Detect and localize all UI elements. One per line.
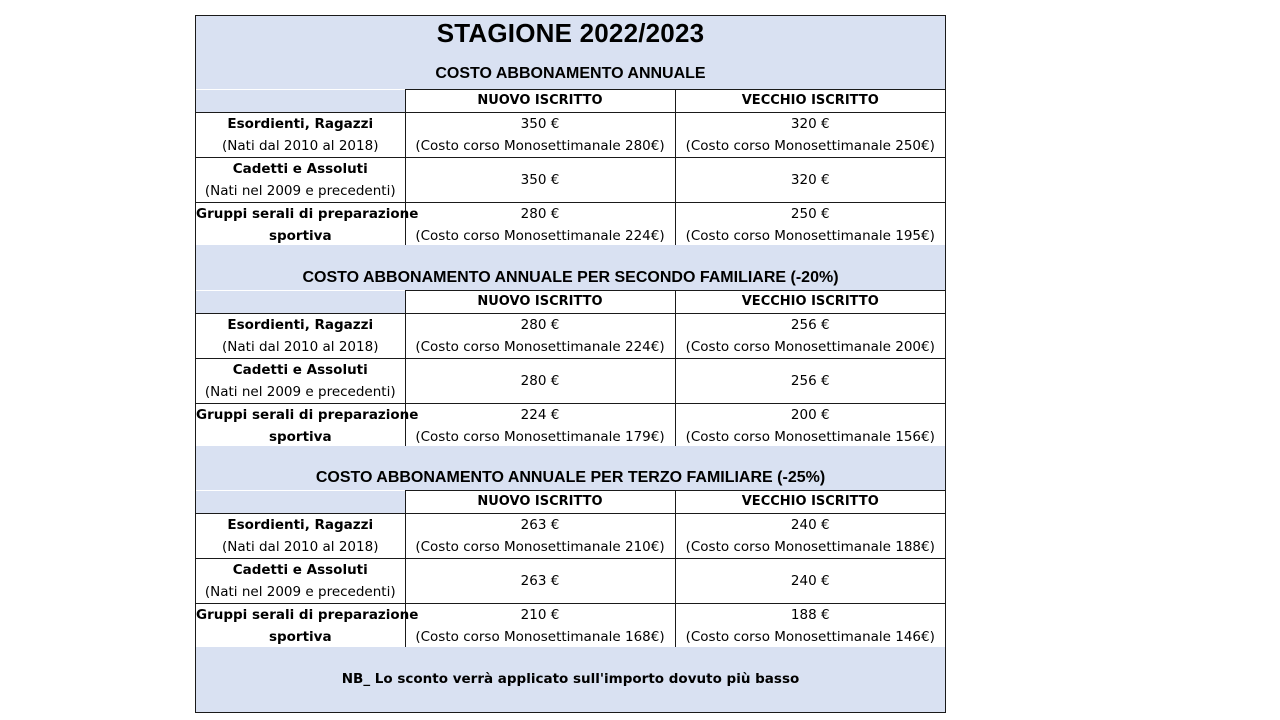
price-cell: 280 € (Costo corso Monosettimanale 224€): [405, 203, 675, 248]
row-label: Cadetti e Assoluti (Nati nel 2009 e precedenti): [196, 158, 405, 203]
column-header: NUOVO ISCRITTO: [405, 90, 675, 113]
table-row: [196, 113, 945, 158]
section-band: [196, 446, 945, 490]
row-label: Gruppi serali di preparazione sportiva: [196, 203, 405, 248]
column-header: NUOVO ISCRITTO: [405, 491, 675, 514]
price-cell: 210 € (Costo corso Monosettimanale 168€): [405, 604, 675, 649]
price-table: [196, 490, 945, 649]
price-cell: 224 € (Costo corso Monosettimanale 179€): [405, 404, 675, 449]
footnote: NB_ Lo sconto verrà applicato sull'importo dovuto più basso: [341, 671, 800, 687]
header-blank: [196, 291, 405, 314]
table-row: [196, 559, 945, 604]
price-cell: 263 € (Costo corso Monosettimanale 210€): [405, 514, 675, 559]
section-heading: COSTO ABBONAMENTO ANNUALE PER SECONDO FAMILIARE (-20%): [302, 269, 839, 286]
price-table: [196, 290, 945, 449]
row-label: Esordienti, Ragazzi (Nati dal 2010 al 2018): [196, 314, 405, 359]
row-label: Gruppi serali di preparazione sportiva: [196, 604, 405, 649]
header-blank: [196, 90, 405, 113]
table-row: [196, 604, 945, 649]
header-blank: [196, 491, 405, 514]
price-cell: 280 €: [405, 359, 675, 404]
price-cell: 188 € (Costo corso Monosettimanale 146€): [675, 604, 945, 649]
table-row: [196, 514, 945, 559]
row-label: Cadetti e Assoluti (Nati nel 2009 e precedenti): [196, 359, 405, 404]
price-cell: 256 € (Costo corso Monosettimanale 200€): [675, 314, 945, 359]
price-cell: 350 € (Costo corso Monosettimanale 280€): [405, 113, 675, 158]
section-heading: COSTO ABBONAMENTO ANNUALE PER TERZO FAMILIARE (-25%): [315, 469, 826, 486]
page-title: STAGIONE 2022/2023: [436, 18, 705, 48]
column-header: VECCHIO ISCRITTO: [675, 291, 945, 314]
table-header: [196, 491, 945, 514]
row-label: Cadetti e Assoluti (Nati nel 2009 e precedenti): [196, 559, 405, 604]
price-cell: 200 € (Costo corso Monosettimanale 156€): [675, 404, 945, 449]
price-cell: 250 € (Costo corso Monosettimanale 195€): [675, 203, 945, 248]
section-band: [196, 245, 945, 290]
title-band: [196, 16, 945, 89]
price-cell: 263 €: [405, 559, 675, 604]
price-cell: 280 € (Costo corso Monosettimanale 224€): [405, 314, 675, 359]
price-sheet: [195, 15, 946, 713]
price-cell: 240 €: [675, 559, 945, 604]
price-cell: 320 € (Costo corso Monosettimanale 250€): [675, 113, 945, 158]
row-label: Gruppi serali di preparazione sportiva: [196, 404, 405, 449]
table-row: [196, 359, 945, 404]
table-header: [196, 90, 945, 113]
price-cell: 240 € (Costo corso Monosettimanale 188€): [675, 514, 945, 559]
column-header: NUOVO ISCRITTO: [405, 291, 675, 314]
table-header: [196, 291, 945, 314]
price-table: [196, 89, 945, 248]
table-row: [196, 314, 945, 359]
price-cell: 320 €: [675, 158, 945, 203]
column-header: VECCHIO ISCRITTO: [675, 90, 945, 113]
row-label: Esordienti, Ragazzi (Nati dal 2010 al 2018): [196, 514, 405, 559]
price-cell: 256 €: [675, 359, 945, 404]
price-cell: 350 €: [405, 158, 675, 203]
footnote-band: [196, 647, 945, 712]
table-row: [196, 203, 945, 248]
section-heading: COSTO ABBONAMENTO ANNUALE: [435, 65, 706, 82]
row-label: Esordienti, Ragazzi (Nati dal 2010 al 2018): [196, 113, 405, 158]
table-row: [196, 158, 945, 203]
column-header: VECCHIO ISCRITTO: [675, 491, 945, 514]
table-row: [196, 404, 945, 449]
